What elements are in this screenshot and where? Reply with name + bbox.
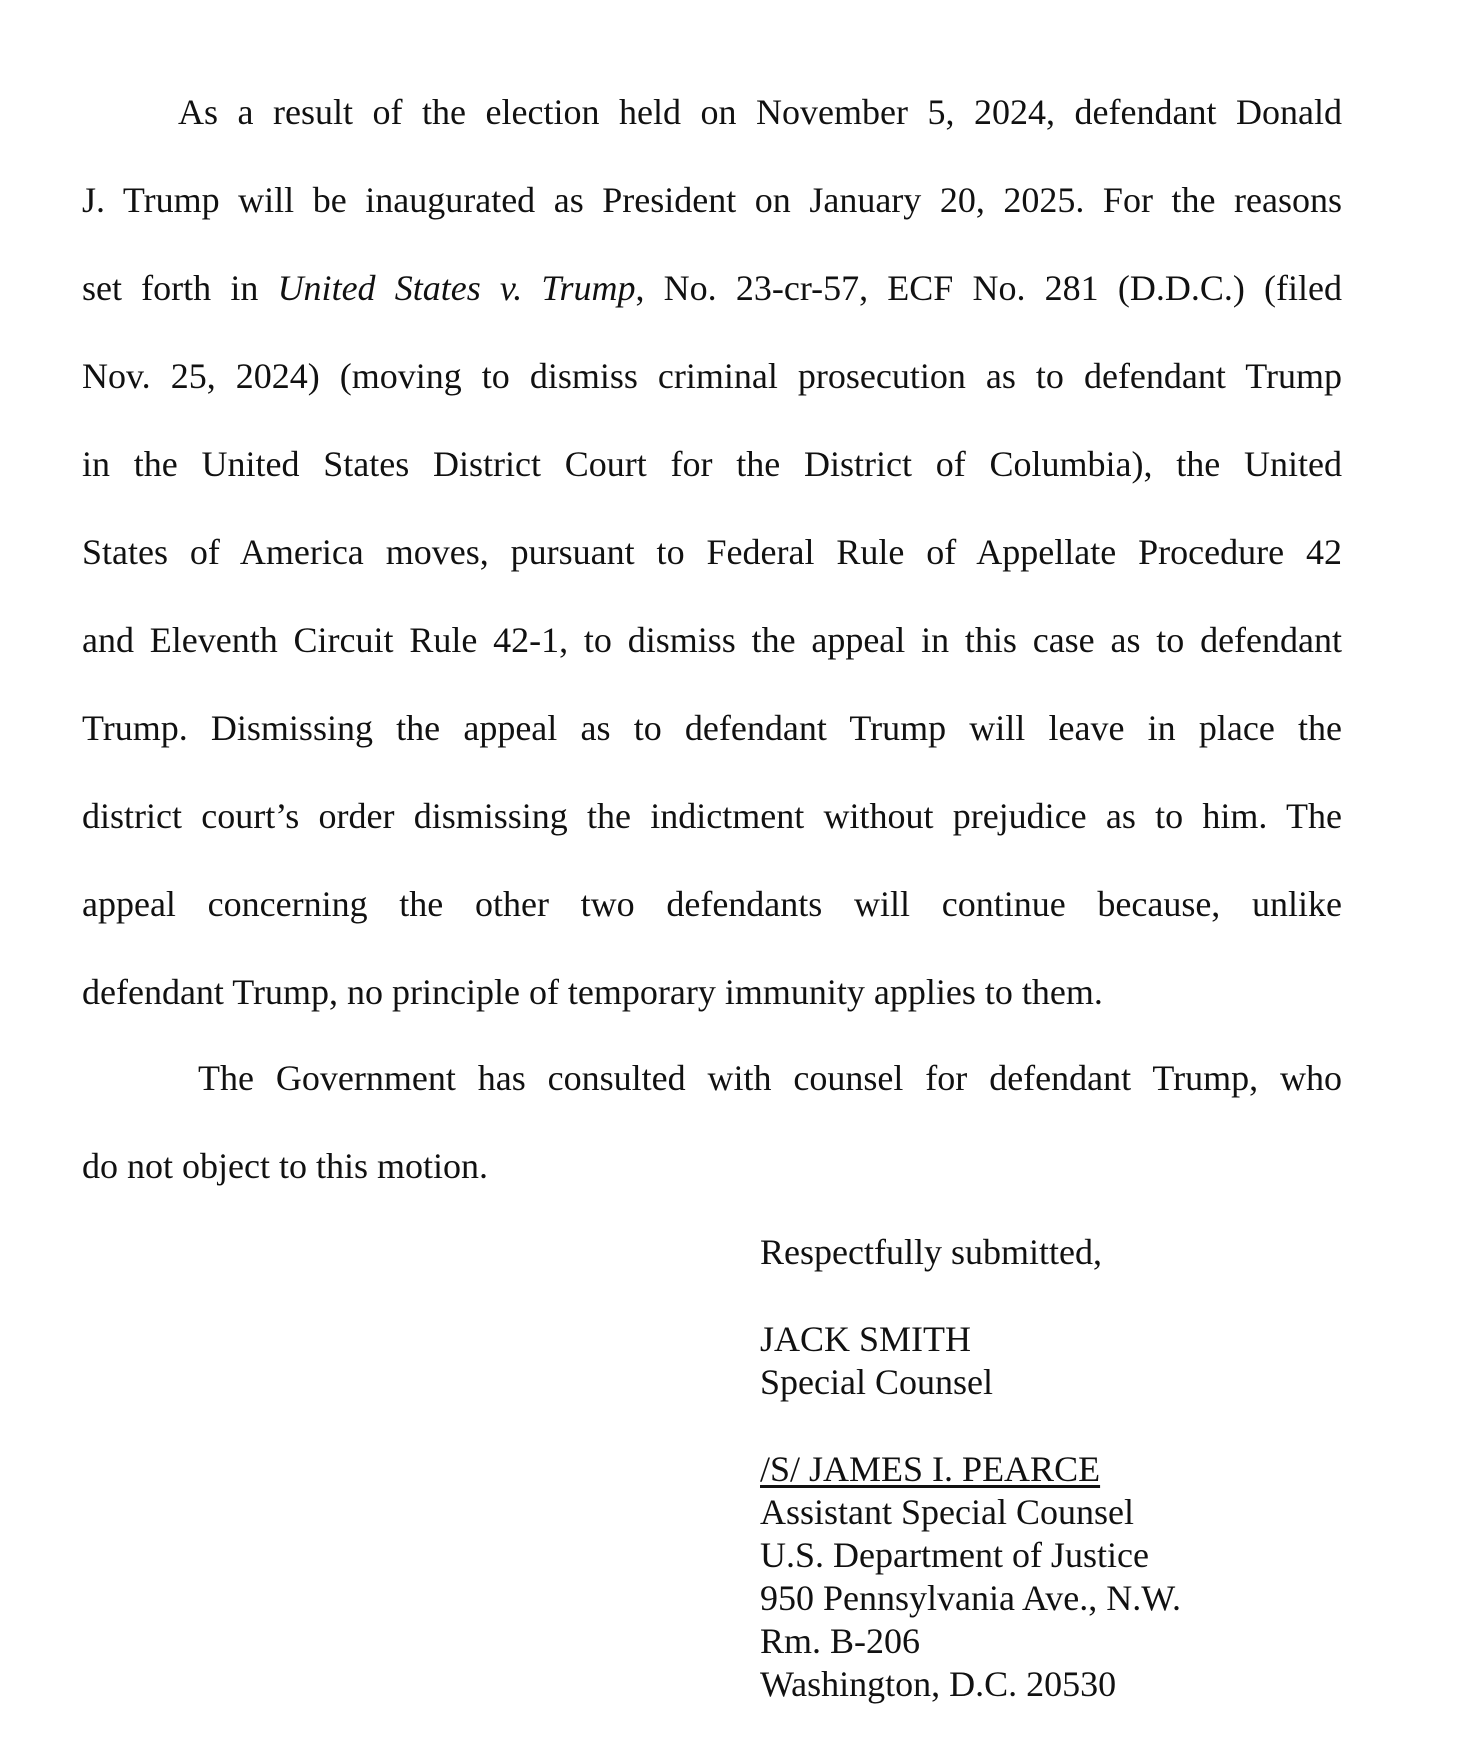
paragraph1-line8: Trump. Dismissing the appeal as to defendant Trump will leave in place the [82, 708, 1342, 748]
signatory-title: Special Counsel [760, 1362, 993, 1402]
closing: Respectfully submitted, [760, 1232, 1102, 1272]
paragraph2-line2: do not object to this motion. [82, 1146, 488, 1186]
paragraph1-line9: district court’s order dismissing the indictment without prejudice as to him. The [82, 796, 1342, 836]
paragraph2-line1: The Government has consulted with counsel for defendant Trump, who [198, 1058, 1342, 1098]
paragraph1-line7: and Eleventh Circuit Rule 42-1, to dismiss the appeal in this case as to defendant [82, 620, 1342, 660]
paragraph1-line11: defendant Trump, no principle of temporary immunity applies to them. [82, 972, 1103, 1012]
paragraph1-line1: As a result of the election held on November 5, 2024, defendant Donald [178, 92, 1342, 132]
line3-after: , No. 23-cr-57, ECF No. 281 (D.D.C.) (filed [635, 268, 1343, 308]
electronic-signature: /S/ JAMES I. PEARCE [760, 1449, 1101, 1489]
paragraph1-line3 [82, 268, 1342, 308]
address-line3: Washington, D.C. 20530 [760, 1664, 1117, 1704]
signatory-block [760, 1318, 993, 1404]
paragraph1-line6: States of America moves, pursuant to Federal Rule of Appellate Procedure 42 [82, 532, 1342, 572]
line3-before: set forth in [82, 268, 278, 308]
signer-block [760, 1448, 1181, 1706]
paragraph1-line10: appeal concerning the other two defendants will continue because, unlike [82, 884, 1342, 924]
case-name: United States v. Trump [277, 268, 636, 308]
paragraph1-line4: Nov. 25, 2024) (moving to dismiss criminal prosecution as to defendant Trump [82, 356, 1342, 396]
paragraph1-line2: J. Trump will be inaugurated as President on January 20, 2025. For the reasons [82, 180, 1342, 220]
address-line1: 950 Pennsylvania Ave., N.W. [760, 1578, 1181, 1618]
signer-title: Assistant Special Counsel [760, 1492, 1134, 1532]
department: U.S. Department of Justice [760, 1535, 1149, 1575]
address-line2: Rm. B-206 [760, 1621, 921, 1661]
signatory-name: JACK SMITH [760, 1319, 972, 1359]
paragraph1-line5: in the United States District Court for the District of Columbia), the United [82, 444, 1342, 484]
